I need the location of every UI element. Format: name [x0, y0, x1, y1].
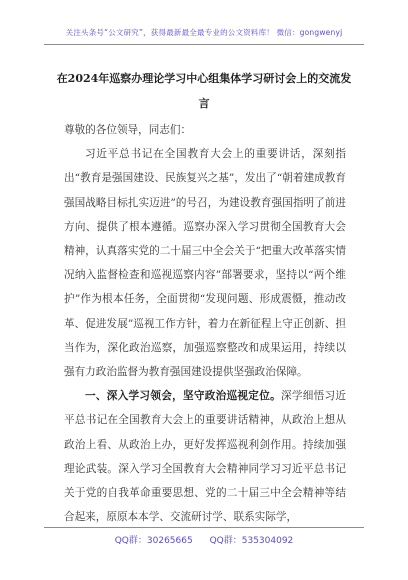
paragraph-section-1: [64, 384, 346, 529]
footer: [0, 533, 408, 546]
header-note: 关注头条号“公文研究”，获得最新最全最专业的公文资料库！ 微信：gongwenyj: [65, 28, 343, 37]
footer-qq-group-1: QQ群：30265665: [114, 536, 193, 546]
salutation: 尊敬的各位领导，同志们：: [64, 124, 192, 136]
header-divider: [44, 44, 364, 45]
section-1-heading: 一、深入学习领会，坚守政治巡视定位。: [85, 390, 281, 403]
page-title: 在2024年巡察办理论学习中心组集体学习研讨会上的交流发言: [56, 72, 352, 110]
document-body: [64, 118, 346, 529]
paragraph-intro: 习近平总书记在全国教育大会上的重要讲话，深刻指出“教育是强国建设、民族复兴之基”，发出了“朝着建成教育强国战略目标扎实迈进”的号召，为建设教育强国指明了前进方向、提供了根本遵循。巡察办深入学习贯彻全国教育大会精神，认真落实党的二十届三中全会关于“把重大改革落实情况纳入监督检查和巡视巡察内容”部署要求，坚持以“两个维护”作为根本任务，全面贯彻“发现问题、形成震慑，推动改革、促进发展”巡视工作方针，着力在新征程上守正创新、担当作为，深化政治巡察，加强巡察整改和成果运用，持续以强有力政治监督为教育强国建设提供坚强政治保障。: [64, 148, 346, 379]
footer-qq-group-2: QQ群：535304092: [209, 536, 294, 546]
footer-divider: [44, 527, 364, 528]
section-1-text: 深学细悟习近平总书记在全国教育大会上的重要讲话精神，从政治上想从政治上看、从政治上办，更好发挥巡视利剑作用。持续加强理论武装。深入学习全国教育大会精神同学习习近平总书记关于党的自我革命重要思想、党的二十届三中全会精神等结合起来，原原本本学、交流研讨学、联系实际学，: [64, 390, 346, 524]
